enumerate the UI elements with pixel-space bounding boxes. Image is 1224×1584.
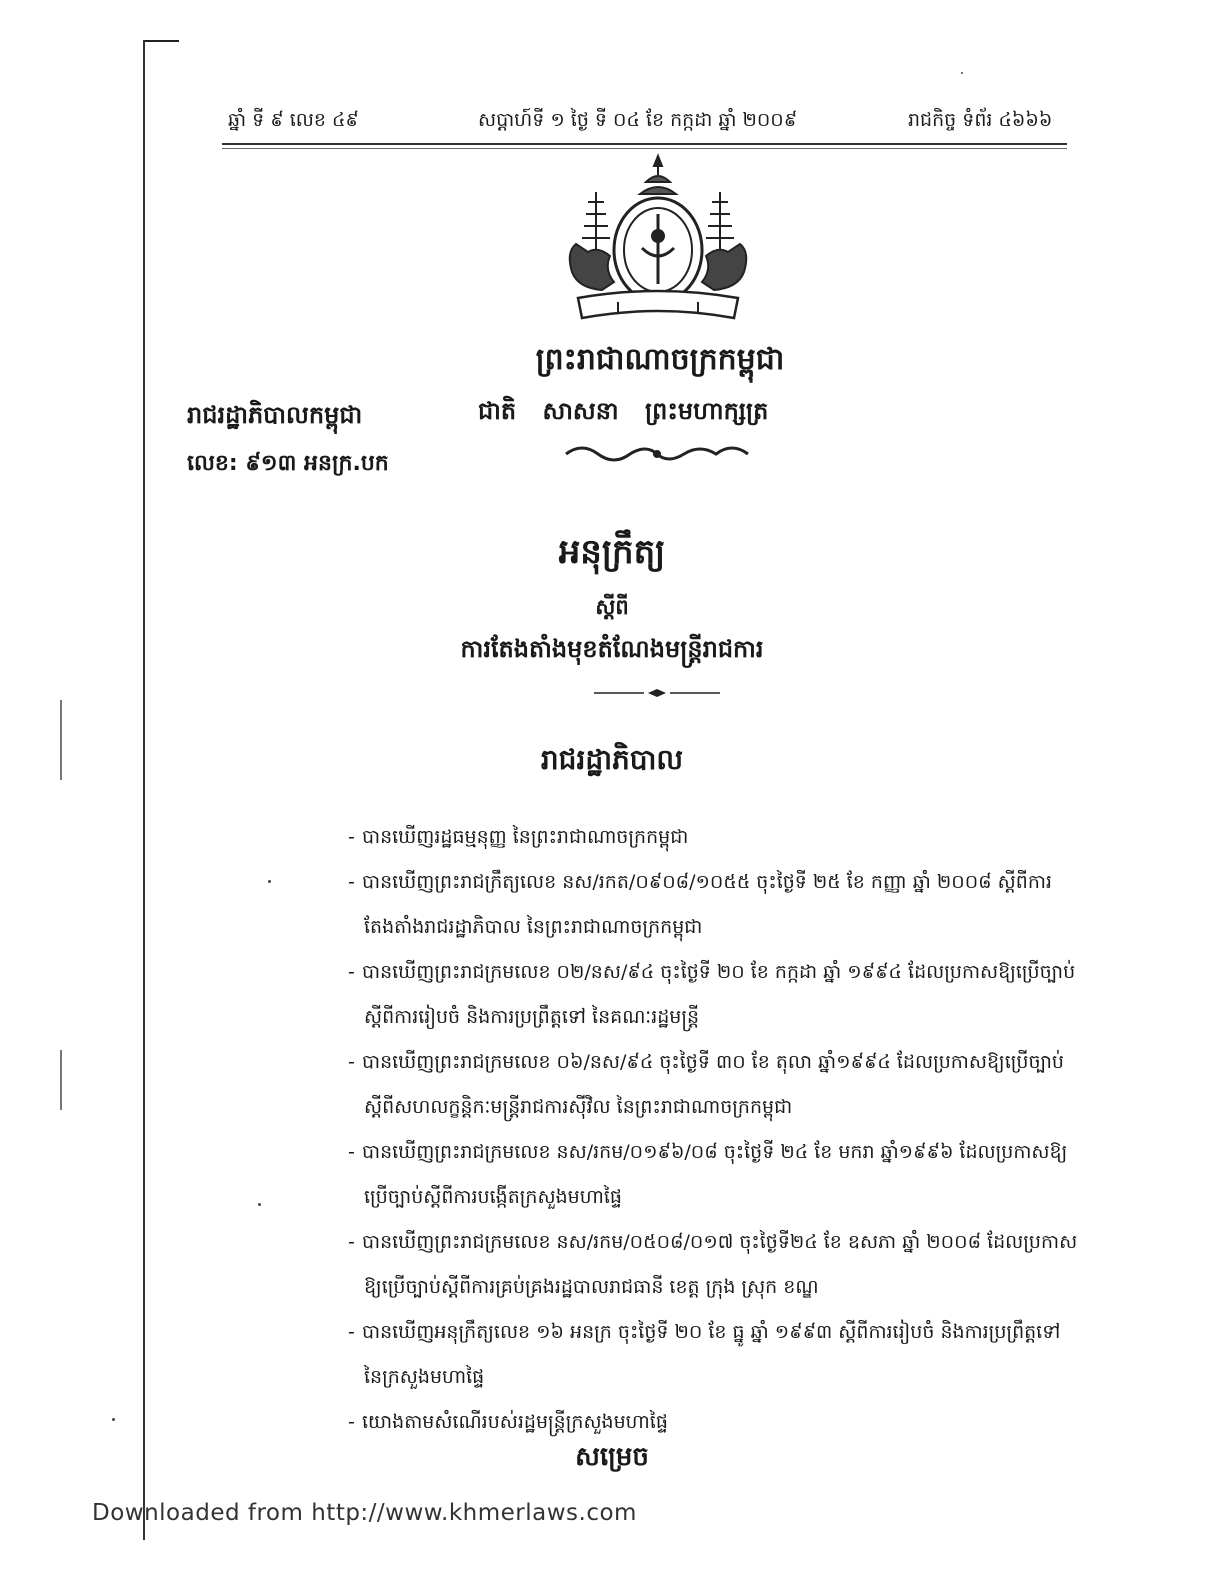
gazette-page-number: រាជកិច្ច ទំព័រ ៤៦៦៦ — [908, 109, 1053, 131]
ornamental-flourish-icon — [562, 440, 752, 466]
national-motto: ជាតិ សាសនា ព្រះមហាក្សត្រ — [478, 397, 769, 425]
gazette-year-issue: ឆ្នាំ ទី ៩ លេខ ៤៩ — [228, 109, 359, 131]
header-rule — [222, 143, 1067, 145]
gazette-week-date: សប្តាហ៍ទី ១ ថ្ងៃ ទី ០៤ ខែ កក្កដា ឆ្នាំ ២០០៩ — [478, 109, 798, 131]
recital-item: - យោងតាមសំណើរបស់រដ្ឋមន្ត្រីក្រសួងមហាផ្ទៃ — [348, 1411, 668, 1433]
scan-speck — [258, 1203, 261, 1206]
scan-edge-mark — [60, 1050, 62, 1110]
issuing-government: រាជរដ្ឋាភិបាលកម្ពុជា — [187, 401, 363, 429]
recital-item: - បានឃើញរដ្ឋធម្មនុញ្ញ នៃព្រះរាជាណាចក្រកម្ពុជា — [348, 826, 689, 848]
recital-item: - បានឃើញព្រះរាជក្រមលេខ ០២/នស/៩៤ ចុះថ្ងៃទី ២០ ខែ កក្កដា ឆ្នាំ ១៩៩៤ ដែលប្រកាសឱ្យប្រើច្បាប់ ស្តីពីការរៀបចំ និងការប្រព្រឹត្តទៅ នៃគណៈរដ្ឋមន្ត្រី — [348, 961, 1076, 1028]
scan-speck — [961, 72, 963, 74]
recital-item: - បានឃើញព្រះរាជក្រឹត្យលេខ នស/រកត/០៩០៨/១០៥៥ ចុះថ្ងៃទី ២៥ ខែ កញ្ញា ឆ្នាំ ២០០៨ ស្តីពីការ តែងតាំងរាជរដ្ឋាភិបាល នៃព្រះរាជាណាចក្រកម្ពុជា — [348, 871, 1052, 938]
document-subject: ការតែងតាំងមុខតំណែងមន្ត្រីរាជការ — [460, 635, 764, 663]
header-rule-thin — [222, 148, 1067, 149]
recital-item: - បានឃើញព្រះរាជក្រមលេខ ០៦/នស/៩៤ ចុះថ្ងៃទី ៣០ ខែ តុលា ឆ្នាំ១៩៩៤ ដែលប្រកាសឱ្យប្រើច្បាប់ ស្តីពីសហលក្ខន្តិកៈមន្ត្រីរាជការស៊ីវិល នៃព្រះរាជាណាចក្រកម្ពុជា — [348, 1051, 1064, 1118]
issuer-heading: រាជរដ្ឋាភិបាល — [540, 743, 684, 776]
kingdom-title: ព្រះរាជាណាចក្រកម្ពុជា — [535, 342, 785, 377]
document-type-title: អនុក្រឹត្យ — [558, 532, 666, 572]
scan-speck — [112, 1418, 115, 1421]
download-watermark: Downloaded from http://www.khmerlaws.com — [92, 1500, 637, 1526]
recital-item: - បានឃើញព្រះរាជក្រមលេខ នស/រកម/០៥០៨/០១៧ ចុះថ្ងៃទី២៤ ខែ ឧសភា ឆ្នាំ ២០០៨ ដែលប្រកាស ឱ្យប្រើច្បាប់ស្តីពីការគ្រប់គ្រងរដ្ឋបាលរាជធានី ខេត្ត ក្រុង ស្រុក ខណ្ឌ — [348, 1231, 1078, 1298]
decision-heading: សម្រេច — [575, 1442, 649, 1472]
scan-speck — [268, 880, 271, 883]
recital-item: - បានឃើញអនុក្រឹត្យលេខ ១៦ អនក្រ ចុះថ្ងៃទី ២០ ខែ ធ្នូ ឆ្នាំ ១៩៩៣ ស្តីពីការរៀបចំ និងការប្រព្រឹត្តទៅ នៃក្រសួងមហាផ្ទៃ — [348, 1321, 1061, 1388]
royal-coat-of-arms-icon — [558, 152, 758, 330]
document-number: លេខ: ៩១៣ អនក្រ.បក — [187, 451, 389, 476]
recitals-list — [348, 815, 1088, 1445]
scan-margin-line — [143, 40, 145, 1540]
about-label: ស្តីពី — [595, 595, 629, 619]
scan-corner-mark — [143, 40, 179, 42]
section-divider — [592, 688, 722, 698]
recital-item: - បានឃើញព្រះរាជក្រមលេខ នស/រកម/០១៩៦/០៨ ចុះថ្ងៃទី ២៤ ខែ មករា ឆ្នាំ១៩៩៦ ដែលប្រកាសឱ្យ ប្រើច្បាប់ស្តីពីការបង្កើតក្រសួងមហាផ្ទៃ — [348, 1141, 1068, 1208]
